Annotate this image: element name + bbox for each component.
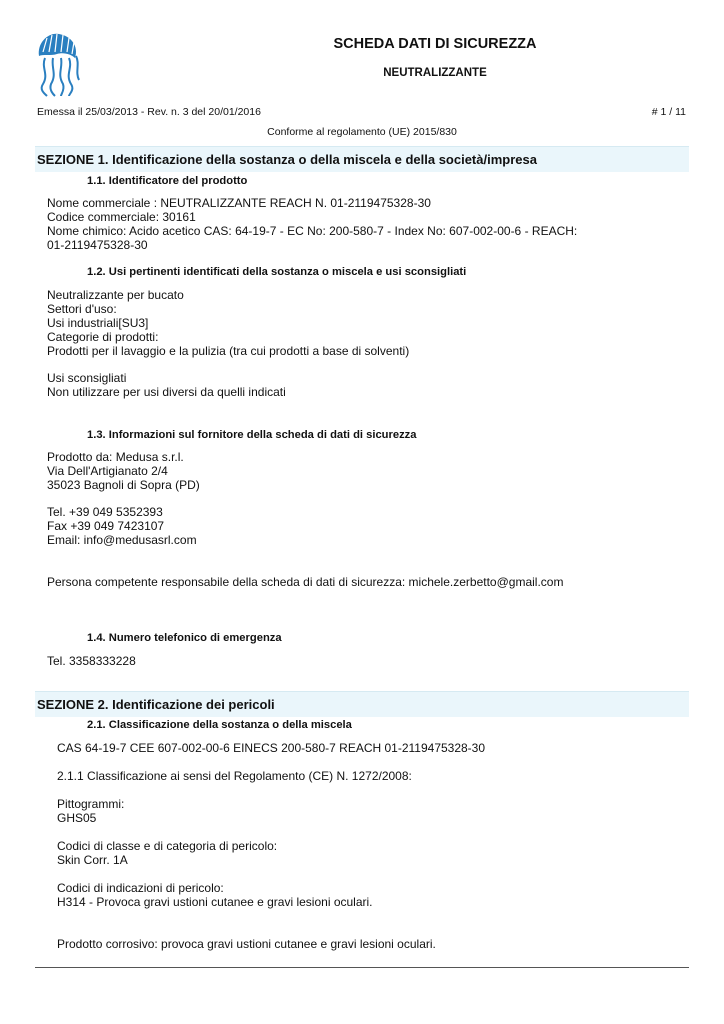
text-line: Skin Corr. 1A [57,853,128,867]
identified-uses [47,288,409,358]
text-line: 35023 Bagnoli di Sopra (PD) [47,478,200,492]
subsection-1-2-title: 1.2. Usi pertinenti identificati della sostanza o miscela e usi sconsigliati [87,266,467,278]
text-line: GHS05 [57,811,97,825]
text-line: Usi industriali[SU3] [47,316,149,330]
uses-advised-against [47,371,286,399]
text-line: Fax +39 049 7423107 [47,519,165,533]
text-line: Codici di classe e di categoria di pericolo: [57,839,278,853]
responsible-person: Persona competente responsabile della scheda di dati di sicurezza: michele.zerbetto@gmail.com [47,575,564,589]
text-line: Prodotti per il lavaggio e la pulizia (tra cui prodotti a base di solventi) [47,344,410,358]
substance-identifiers: CAS 64-19-7 CEE 607-002-00-6 EINECS 200-580-7 REACH 01-2119475328-30 [57,741,486,755]
text-line: Codici di indicazioni di pericolo: [57,881,224,895]
text-line: Non utilizzare per usi diversi da quelli indicati [47,385,286,399]
product-name: NEUTRALIZZANTE [383,67,487,79]
regulation-conformity: Conforme al regolamento (UE) 2015/830 [267,126,457,138]
text-line: Prodotto da: Medusa s.r.l. [47,450,184,464]
section-2-header [35,691,689,717]
hazard-statement-codes [57,881,373,909]
supplier-contacts [47,505,197,547]
subsection-1-1-title: 1.1. Identificatore del prodotto [87,175,248,187]
text-line: Pittogrammi: [57,797,125,811]
text-line: H314 - Provoca gravi ustioni cutanee e gravi lesioni oculari. [57,895,373,909]
subsection-1-3-title: 1.3. Informazioni sul fornitore della scheda di dati di sicurezza [87,429,417,441]
section-1-header [35,146,689,172]
footer-divider [35,967,689,968]
jellyfish-logo-icon [33,30,83,98]
document-title: SCHEDA DATI DI SICUREZZA [333,36,537,52]
pictograms [57,797,124,825]
subsection-1-4-title: 1.4. Numero telefonico di emergenza [87,632,282,644]
corrosive-note: Prodotto corrosivo: provoca gravi ustioni cutanee e gravi lesioni oculari. [57,937,436,951]
text-line: Via Dell'Artigianato 2/4 [47,464,168,478]
text-line: Nome chimico: Acido acetico CAS: 64-19-7 - EC No: 200-580-7 - Index No: 607-002-00-6 - REACH: [47,224,578,238]
text-line: Categorie di prodotti: [47,330,159,344]
classification-regulation: 2.1.1 Classificazione ai sensi del Regolamento (CE) N. 1272/2008: [57,769,412,783]
text-line: Settori d'uso: [47,302,117,316]
subsection-2-1-title: 2.1. Classificazione della sostanza o della miscela [87,719,352,731]
section-2-title: SEZIONE 2. Identificazione dei pericoli [37,697,275,712]
text-line: Tel. +39 049 5352393 [47,505,163,519]
hazard-class-codes [57,839,277,867]
text-line: 01-2119475328-30 [47,238,148,252]
page-number: # 1 / 11 [651,106,686,118]
text-line: Usi sconsigliati [47,371,127,385]
emergency-phone: Tel. 3358333228 [47,654,136,668]
product-identifier [47,196,577,252]
supplier-address [47,450,200,492]
text-line: Email: info@medusasrl.com [47,533,197,547]
text-line: Nome commerciale : NEUTRALIZZANTE REACH N. 01-2119475328-30 [47,196,431,210]
text-line: Neutralizzante per bucato [47,288,184,302]
text-line: Codice commerciale: 30161 [47,210,196,224]
section-1-title: SEZIONE 1. Identificazione della sostanza o della miscela e della società/impresa [37,152,537,167]
issue-date: Emessa il 25/03/2013 - Rev. n. 3 del 20/01/2016 [37,106,261,118]
